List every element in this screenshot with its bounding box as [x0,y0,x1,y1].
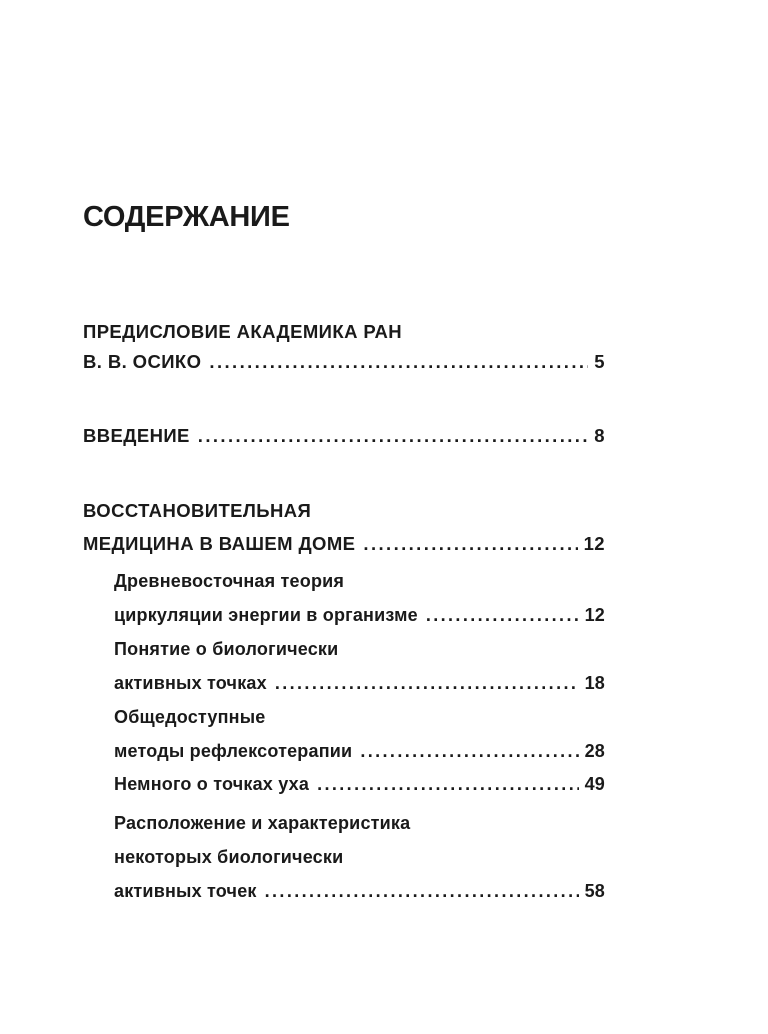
toc-entry-line: Расположение и характеристика [114,813,411,833]
dot-leader [275,666,579,700]
dot-leader [360,734,578,768]
toc-entry-line: Древневосточная теория [114,571,345,591]
page-number: 49 [584,774,605,794]
toc-subentry-points-location[interactable] [114,806,605,908]
page-number: 5 [594,351,605,372]
page-number: 58 [584,881,605,901]
dot-leader [363,529,577,559]
toc-entry-preface[interactable] [83,317,605,377]
toc-entry-line: Немного о точках уха [114,774,310,794]
toc-entry-line: МЕДИЦИНА В ВАШЕМ ДОМЕ [83,533,356,554]
toc-entry-line: некоторых биологически [114,847,344,867]
page-number: 12 [583,533,605,554]
page-number: 12 [584,605,605,625]
dot-leader [426,598,579,632]
toc-subentry-ear-points[interactable] [114,767,605,801]
dot-leader [265,874,579,908]
toc-entry-line: циркуляции энергии в организме [114,605,418,625]
toc-subentry-active-points[interactable] [114,632,605,700]
toc-entry-line: Общедоступные [114,707,266,727]
dot-leader [317,767,579,801]
toc-entry-line: активных точках [114,673,267,693]
toc-entry-restorative-medicine[interactable] [83,496,605,559]
toc-entry-line: ВОССТАНОВИТЕЛЬНАЯ [83,500,312,521]
toc-entry-line: активных точек [114,881,257,901]
toc-entry-line: В. В. ОСИКО [83,351,202,372]
toc-entry-line: ВВЕДЕНИЕ [83,425,190,446]
page-title: СОДЕРЖАНИЕ [83,201,290,233]
toc-entry-introduction[interactable] [83,421,605,451]
toc-entry-line: ПРЕДИСЛОВИЕ АКАДЕМИКА РАН [83,321,403,342]
toc-subentry-reflexotherapy-methods[interactable] [114,700,605,768]
toc-subentry-energy-theory[interactable] [114,564,605,632]
dot-leader [198,421,589,451]
toc-entry-line: методы рефлексотерапии [114,741,353,761]
page-number: 18 [584,673,605,693]
dot-leader [209,347,588,377]
page-number: 28 [584,741,605,761]
page-number: 8 [594,425,605,446]
toc-entry-line: Понятие о биологически [114,639,339,659]
